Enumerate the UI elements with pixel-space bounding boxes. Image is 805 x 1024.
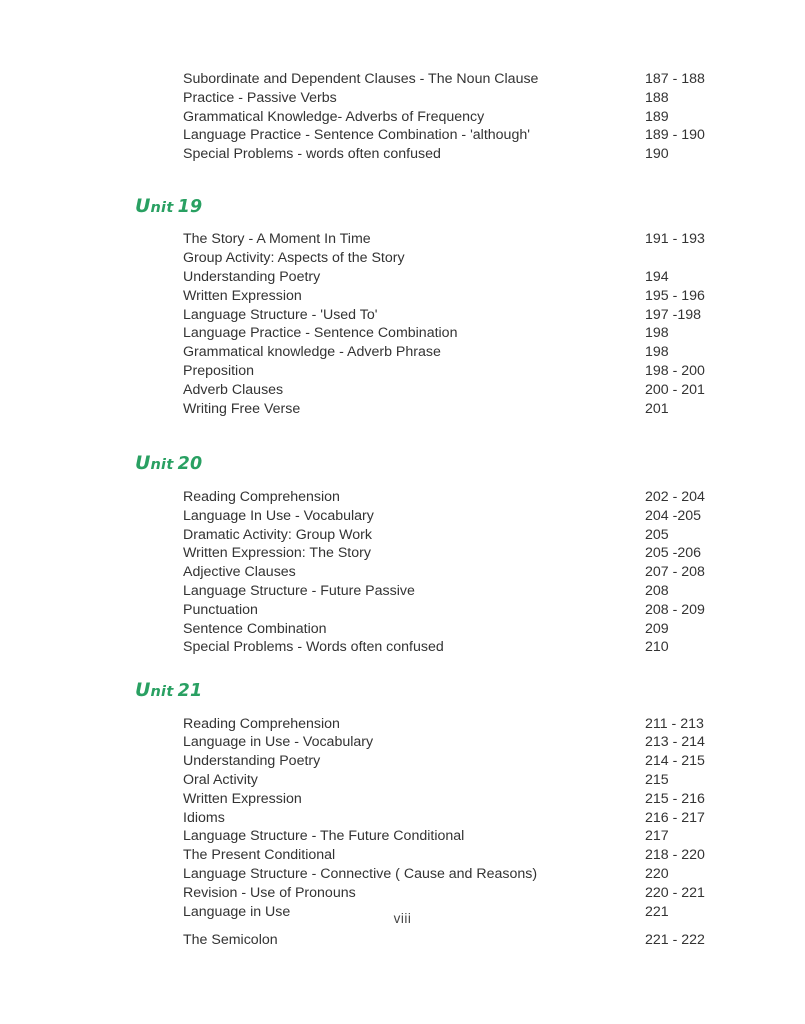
toc-entry [0, 884, 805, 903]
unit-heading-20 [0, 454, 805, 474]
toc-entry [0, 268, 805, 287]
toc-entry-pages: 215 [645, 772, 669, 789]
toc-entry [0, 601, 805, 620]
toc-entry-pages: 198 [645, 344, 669, 361]
section-spacer [0, 418, 805, 454]
unit-heading-19 [0, 194, 805, 217]
toc-entry-pages: 200 - 201 [645, 381, 705, 398]
toc-entry-pages: 189 - 190 [645, 127, 705, 144]
toc-entry-title: Group Activity: Aspects of the Story [183, 250, 405, 267]
unit-heading-rest: nit [150, 199, 174, 216]
toc-entry-pages: 209 [645, 620, 669, 637]
toc-entry [0, 324, 805, 343]
toc-entry [0, 752, 805, 771]
toc-entry-title: The Story - A Moment In Time [183, 231, 371, 248]
toc-entry-pages: 208 - 209 [645, 601, 705, 618]
toc-entry-title: Language in Use [183, 903, 291, 920]
toc-entry [0, 931, 805, 950]
heading-spacer [0, 216, 805, 230]
toc-entry-title: Understanding Poetry [183, 753, 321, 770]
toc-entry [0, 89, 805, 108]
toc-entry-pages: 198 [645, 325, 669, 342]
toc-entry-title: Punctuation [183, 601, 258, 618]
toc-entry-pages: 205 -206 [645, 545, 702, 562]
toc-entry-pages: 195 - 196 [645, 287, 705, 304]
page-number-folio: viii [393, 911, 412, 926]
unit-heading-number: 19 [177, 196, 203, 217]
toc-entry [0, 230, 805, 249]
toc-entry-title: Language Structure - Future Passive [183, 582, 415, 599]
toc-entry [0, 620, 805, 639]
toc-section-unit-19 [0, 194, 805, 418]
unit-heading-cap: U [135, 679, 151, 702]
toc-entry [0, 70, 805, 89]
unit-heading-cap: U [135, 452, 151, 475]
unit-heading-rest: nit [150, 684, 174, 701]
toc-entry-pages: 187 - 188 [645, 71, 705, 87]
toc-entry-title: Written Expression: The Story [183, 545, 371, 562]
unit-heading-21 [0, 681, 805, 701]
toc-entry-title: Grammatical knowledge - Adverb Phrase [183, 344, 441, 361]
toc-entry-title: Language Structure - 'Used To' [183, 306, 378, 323]
toc-entry [0, 846, 805, 865]
toc-entry [0, 343, 805, 362]
toc-entry-title: Language Structure - Connective ( Cause and Reasons) [183, 866, 538, 882]
unit-heading-number: 21 [177, 681, 203, 702]
toc-entry [0, 400, 805, 419]
toc-entry-title: Idioms [183, 809, 225, 826]
toc-entry-pages: 218 - 220 [645, 847, 705, 864]
toc-entry [0, 827, 805, 846]
toc-entry-title: Language In Use - Vocabulary [183, 507, 374, 524]
toc-entry-title: Preposition [183, 363, 254, 380]
unit-heading-rest: nit [150, 457, 174, 474]
toc-entry-title: Special Problems - words often confused [183, 146, 441, 163]
heading-spacer [0, 474, 805, 488]
toc-entry-pages: 220 - 221 [645, 884, 705, 901]
toc-entry-title: Oral Activity [183, 772, 258, 789]
toc-entry [0, 582, 805, 601]
toc-entry [0, 145, 805, 164]
toc-entry-title: Language Structure - The Future Conditional [183, 828, 465, 845]
toc-entry-title: Revision - Use of Pronouns [183, 884, 356, 901]
toc-entry [0, 362, 805, 381]
toc-entry [0, 638, 805, 657]
toc-entry-title: Special Problems - Words often confused [183, 639, 444, 656]
toc-entry-pages: 216 - 217 [645, 809, 705, 826]
toc-entry [0, 126, 805, 145]
toc-entry-title: Language Practice - Sentence Combination [183, 325, 458, 342]
toc-entry-title: Subordinate and Dependent Clauses - The Noun Clause [183, 71, 539, 87]
toc-entry-pages: 213 - 214 [645, 734, 705, 751]
toc-entry-pages: 221 [645, 903, 669, 920]
toc-entry-pages: 214 - 215 [645, 753, 705, 770]
toc-entry [0, 809, 805, 828]
toc-entry-pages: 201 [645, 400, 669, 417]
toc-section-continuation [0, 0, 805, 164]
toc-entry-pages: 190 [645, 146, 669, 163]
toc-entry-title: Adverb Clauses [183, 381, 284, 398]
toc-entry [0, 563, 805, 582]
toc-entry-title: The Present Conditional [183, 847, 336, 864]
toc-section-unit-21 [0, 681, 805, 950]
toc-entry [0, 507, 805, 526]
toc-entry-title: Written Expression [183, 287, 302, 304]
toc-entry-pages: 202 - 204 [645, 488, 705, 505]
unit-heading-number: 20 [177, 454, 203, 475]
toc-entry [0, 715, 805, 734]
toc-entry [0, 488, 805, 507]
toc-entry-title: Adjective Clauses [183, 564, 296, 581]
section-spacer [0, 164, 805, 197]
toc-entry [0, 733, 805, 752]
unit-heading-cap: U [135, 194, 151, 217]
toc-entry-pages: 204 -205 [645, 507, 702, 524]
toc-entry-title: Writing Free Verse [183, 400, 301, 417]
toc-entry [0, 790, 805, 809]
toc-entry [0, 249, 805, 268]
toc-entry-pages: 211 - 213 [645, 715, 704, 732]
toc-entry-pages: 210 [645, 639, 669, 656]
toc-entry-pages: 194 [645, 269, 669, 286]
toc-entry-pages: 189 [645, 108, 669, 125]
toc-entry-pages: 221 - 222 [645, 932, 705, 949]
toc-entry-title: Practice - Passive Verbs [183, 89, 337, 106]
toc-entry [0, 306, 805, 325]
toc-entry-title: Reading Comprehension [183, 488, 340, 505]
toc-entry-title: Sentence Combination [183, 620, 327, 637]
toc-entry [0, 771, 805, 790]
toc-entry-pages: 208 [645, 582, 669, 599]
heading-spacer [0, 701, 805, 715]
toc-entry-pages: 205 [645, 526, 669, 543]
toc-entry-pages: 198 - 200 [645, 363, 705, 380]
toc-entry-pages: 191 - 193 [645, 231, 705, 248]
toc-entry [0, 108, 805, 127]
toc-entry-title: Dramatic Activity: Group Work [183, 526, 372, 543]
toc-entry [0, 544, 805, 563]
toc-entry-title: The Semicolon [183, 932, 278, 949]
toc-entry-pages: 188 [645, 89, 669, 106]
toc-entry-pages: 207 - 208 [645, 564, 705, 581]
toc-section-unit-20 [0, 454, 805, 657]
toc-entry [0, 526, 805, 545]
toc-entry-title: Grammatical Knowledge- Adverbs of Frequency [183, 108, 485, 125]
toc-entry-pages: 220 [645, 866, 669, 882]
toc-entry-title: Written Expression [183, 790, 302, 807]
toc-entry-title: Understanding Poetry [183, 269, 321, 286]
toc-entry-title: Language in Use - Vocabulary [183, 734, 374, 751]
toc-entry-pages: 215 - 216 [645, 790, 705, 807]
toc-entry-pages: 217 [645, 828, 669, 845]
toc-entry-title: Language Practice - Sentence Combination - 'although' [183, 127, 530, 144]
section-spacer [0, 657, 805, 681]
toc-entry-pages: 197 -198 [645, 306, 702, 323]
toc-entry-title: Reading Comprehension [183, 715, 340, 732]
toc-entry [0, 381, 805, 400]
toc-entry [0, 865, 805, 884]
toc-entry [0, 287, 805, 306]
